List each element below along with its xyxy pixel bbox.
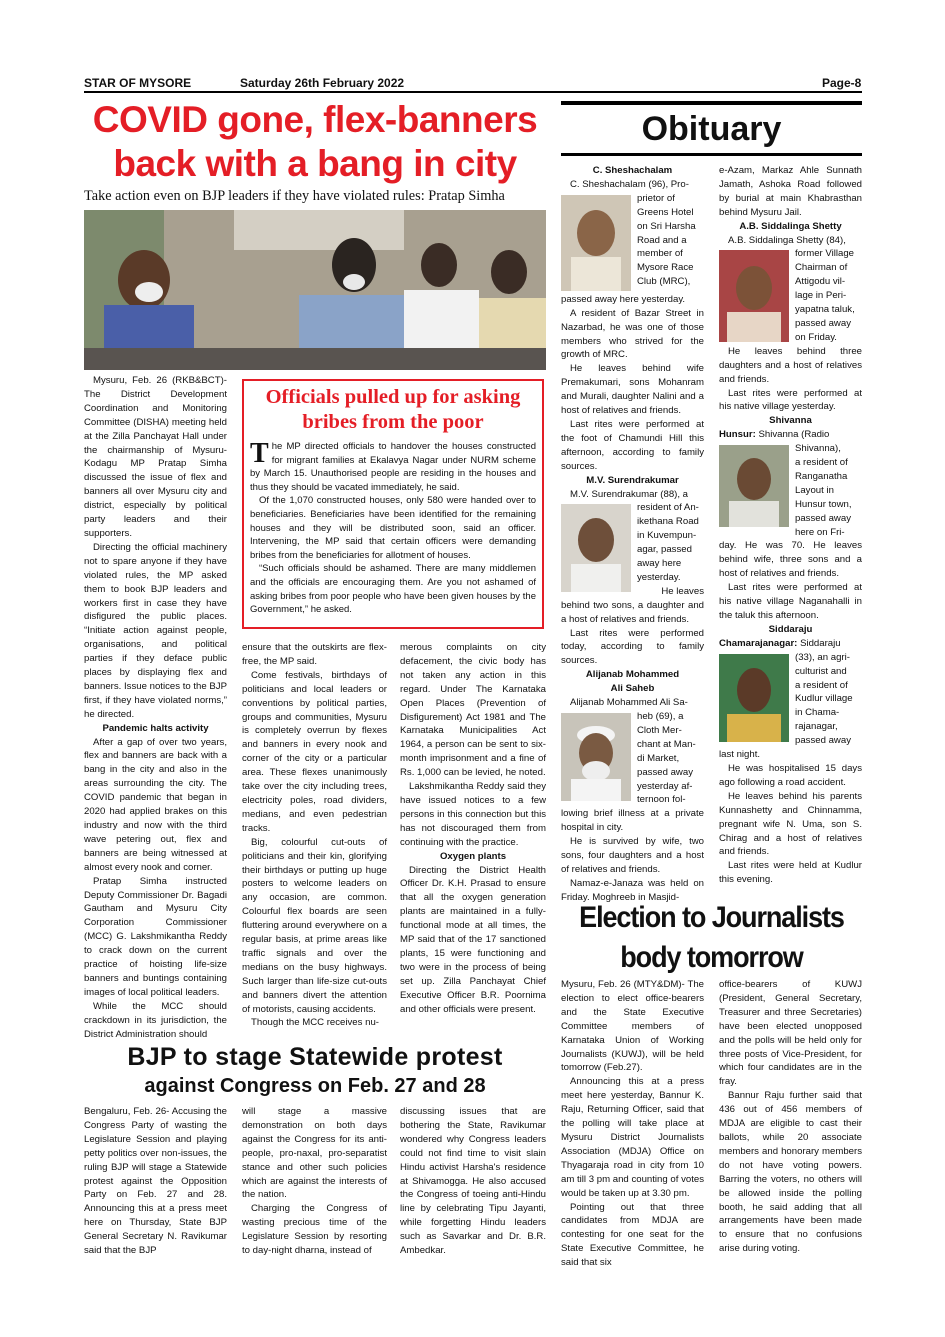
lead-paragraph: Directing the District Health Officer Dr. K.H. Prasad to ensure that all the oxygen generation plants are maintained in a fully-functional mode at all times, the MP said that of the 17 sanctioned plants, 15 were functioning and two were in the process of being set up. Zilla Panchayat Chief Executive Officer B.R. Poornima and other officials were present.: [400, 864, 546, 1015]
obit-line: in Chama-: [795, 707, 840, 719]
journalists-headline-line-2: body tomorrow: [620, 941, 803, 974]
obit-line: here on Fri-: [795, 526, 845, 538]
box-dropcap: T: [250, 438, 269, 469]
lead-paragraph: ensure that the outskirts are flex-free, the MP said.: [242, 642, 387, 667]
obituary-column-1: [561, 164, 704, 905]
obit-text: behind two sons, a daughter and a host of relatives and friends.: [561, 599, 704, 625]
masthead-rule: [84, 91, 862, 93]
obit-line: passed away: [637, 766, 693, 778]
lead-paragraph: While the MCC should crackdown in its jurisdiction, the District Administration should: [84, 1000, 227, 1040]
lead-paragraph: Directing the official machinery not to spare anyone if they have violated rules, the MP asked them to book BJP leaders and workers first in case they have disfigured the public places. “Initiate action against people, organisations, and political parties if they deface public places by displaying flex and banners. Issue notices to the BJP first, if they have violated norms,” he directed.: [84, 541, 227, 720]
portrait-illustration: [719, 654, 789, 742]
obit-line: Hunsur town,: [795, 498, 852, 510]
bjp-headline-line-2: against Congress on Feb. 27 and 28: [144, 1075, 486, 1097]
obit-name: M.V. Surendrakumar: [586, 474, 679, 486]
box-headline: [250, 385, 536, 435]
journalists-paragraph: Announcing this at a press meet here yesterday, Bannur K. Raju, Returning Officer, said that the polling will take place at Mysuru District Journalists Association (MDJA) Office on Thyagaraja road in city from 10 am till 3 pm and counting of votes would be taken up at 3.30 pm.: [561, 1076, 704, 1199]
obit-text: He was hospitalised 15 days ago following a road accident.: [719, 762, 862, 788]
obit-line: ternoon fol-: [637, 794, 686, 806]
obit-line: Greens Hotel: [637, 206, 694, 218]
lead-paragraph: After a gap of over two years, flex and banners are back with a bang in the city and also in the areas surrounding the city. The COVID pandemic that began in 2020 had applied brakes on this industry and now with the third wave petering out, flex and banners are being witnessed at almost every nook and corner.: [84, 736, 227, 873]
obituary-bottom-rule: [561, 153, 862, 156]
bjp-column-1: [84, 1105, 227, 1258]
lead-subhead: Oxygen plants: [439, 850, 507, 862]
siddalinga-photo: [719, 250, 789, 342]
obit-name: Siddaraju: [768, 623, 813, 635]
obit-line: ikethana Road: [637, 516, 699, 528]
lead-column-1: [84, 374, 227, 1042]
obit-line: agar, passed: [637, 544, 692, 556]
obit-line: resident of An-: [637, 502, 699, 514]
bjp-column-3: [400, 1105, 546, 1258]
lead-paragraph: Lakshmikantha Reddy said they have issued notices to a few persons in this connection but this has not discouraged them from continuing with the practice.: [400, 781, 546, 848]
obit-text: A.B. Siddalinga Shetty (84),: [728, 234, 846, 246]
obit-line: culturist and: [795, 665, 847, 677]
lead-paragraph: Big, colourful cut-outs of politicians and their kin, glorifying their birthdays or putting up huge posters to welcome leaders on any occasion, are common. Colourful flex boards are seen fluttering around everywhere on a regular basis, at prime areas like traffic signals and over the medians on the busy highways. Such larger than life-size cut-outs and banners divert the attention of motorists, causing accidents.: [242, 836, 387, 1015]
obit-line: Mysore Race: [637, 262, 694, 274]
obit-text: Last rites were performed today, according to family sources.: [561, 627, 704, 667]
page-number: Page-8: [822, 76, 862, 90]
obit-text: He leaves behind his parents Kunnashetty and Chinnamma, pregnant wife N. Uma, son S. Chirag and a host of relatives and friends.: [719, 790, 862, 858]
box-headline-line-2: bribes from the poor: [302, 411, 484, 433]
portrait-illustration: [561, 504, 631, 592]
obit-line: yapatna taluk,: [795, 304, 855, 316]
obit-line: on Friday.: [795, 331, 837, 343]
obit-text: Shivanna (Radio: [758, 429, 830, 441]
obit-name: Shivanna: [769, 415, 812, 427]
obit-text: He leaves behind three daughters and a host of relatives and friends.: [719, 345, 862, 385]
portrait-illustration: [719, 445, 789, 527]
bjp-paragraph: Charging the Congress of wasting precious time of the Legislature Session by resorting to day-night dharna, instead of: [242, 1203, 387, 1257]
obit-line: yesterday af-: [637, 780, 693, 792]
obit-text: He leaves behind wife Premakumari, sons Mohanram and Murali, daughter Nalini and a host of relatives and friends.: [561, 363, 704, 417]
box-paragraph: he MP directed officials to handover the houses constructed for migrant families at Ekalavya Nagar under NURM scheme by March 15. Unauthorised people are residing in the houses and thus they should be vacated immediately, he said.: [250, 441, 536, 493]
obit-place: Hunsur:: [719, 429, 756, 441]
obit-line: Kudlur village: [795, 693, 853, 705]
journalists-column-2: [719, 978, 862, 1256]
obit-line: di Market,: [637, 752, 680, 764]
obit-line: Chairman of: [795, 262, 848, 274]
lead-paragraph: Mysuru, Feb. 26 (RKB&BCT)- The District Development Coordination and Monitoring Committee (DISHA) meeting held at the Zilla Panchayat Hall under the chairmanship of Mysuru-Kodagu MP Pratap Simha discussed the issue of flex and banners all over Mysuru city and district, especially by political party leaders and their supporters.: [84, 375, 227, 539]
lead-deck: Take action even on BJP leaders if they have violated rules: Pratap Simha: [84, 188, 505, 204]
obit-line: Ranganatha Layout in: [795, 470, 848, 496]
obit-line: lage in Peri-: [795, 290, 847, 302]
lead-paragraph: merous complaints on city defacement, the civic body has not taken any action in this regard. Under The Karnataka Open Places (Prevention of Disfigurement) Act 1981 and The Karnataka Municipalities Act 1964, a person can be sent to six-month imprisonment and a fine of Rs. 1,000 can be levied, he noted.: [400, 642, 546, 779]
lead-column-2: [242, 641, 387, 1030]
box-body: [250, 440, 536, 617]
journalists-paragraph: Bannur Raju further said that 436 out of 456 members of MDJA are eligible to cast their ballots, while 20 associate members and honorary members do not have voting powers. Barring the voters, no others will be allowed inside the polling booth, he said adding that all arrangements have been made to ensure that no confusions arise during voting.: [719, 1090, 862, 1255]
obit-text: M.V. Surendrakumar (88), a: [570, 488, 689, 500]
box-paragraph: “Such officials should be ashamed. There are many middlemen and the officials are encouraging them. Are you not ashamed of asking bribes from poor people who have been given houses by the Government,” he asked.: [250, 563, 536, 616]
obit-text: Last rites were performed at his native village Naganahalli in the taluk this afternoon.: [719, 582, 862, 621]
portrait-illustration: [561, 713, 631, 801]
obit-text: lowing brief illness at a private hospital in city.: [561, 808, 704, 834]
journalists-column-1: [561, 978, 704, 1270]
obit-line: rajanagar,: [795, 721, 838, 733]
portrait-illustration: [719, 250, 789, 342]
obit-text: Last rites were performed at the foot of Chamundi Hill this afternoon, according to family sources.: [561, 418, 704, 472]
portrait-illustration: [561, 195, 631, 291]
shivanna-photo: [719, 445, 789, 527]
siddaraju-photo: [719, 654, 789, 742]
disha-meeting-photo: [84, 210, 546, 370]
bjp-paragraph: will stage a massive demonstration on both days against the Congress for its anti-people, pro-naxal, pro-separatist stance and other such policies which are against the interests of the nation.: [242, 1106, 387, 1201]
paper-name: STAR OF MYSORE: [84, 76, 192, 90]
lead-paragraph: Pratap Simha instructed Deputy Commissioner Dr. Bagadi Gautham and Mysuru City Corporation Commissioner (MCC) G. Lakshmikantha Reddy to crack down on the current practice of hoisting life-size banners and buntings containing images of local political leaders.: [84, 875, 227, 998]
obit-text: He is survived by wife, two sons, four daughters and a host of relatives and friends.: [561, 836, 704, 875]
bjp-headline: [84, 1042, 546, 1099]
obit-text: Last rites were held at Kudlur this evening.: [719, 860, 862, 886]
obit-text: day. He was 70. He leaves behind wife, three sons and a host of relatives and friends.: [719, 540, 862, 580]
officials-bribe-box: [242, 379, 544, 629]
journalists-paragraph: Mysuru, Feb. 26 (MTY&DM)- The election to elect office-bearers and the State Executive Committee members of Karnataka Union of Working Journalists (KUWJ), will be held tomorrow (Feb.27).: [561, 979, 704, 1074]
obit-line: passed away: [795, 512, 851, 524]
lead-paragraph: Though the MCC receives nu-: [251, 1017, 379, 1029]
obit-line: former Village: [795, 248, 855, 260]
journalists-headline: [576, 898, 847, 978]
obit-name: Alijanab Mohammed: [585, 669, 680, 681]
meeting-photo-illustration: [84, 210, 546, 370]
journalists-headline-line-1: Election to Journalists: [579, 901, 844, 934]
alijanab-photo: [561, 713, 631, 801]
journalists-paragraph: Pointing out that three candidates from MDJA are contesting for one seat for the State Executive Committee, he said that six: [561, 1201, 704, 1269]
obit-line: Club (MRC),: [637, 276, 691, 288]
box-headline-line-1: Officials pulled up for asking: [265, 386, 521, 408]
obit-line: chant at Man-: [637, 738, 696, 750]
obit-line: on Sri Harsha: [637, 220, 696, 232]
obit-name: A.B. Siddalinga Shetty: [739, 220, 842, 232]
bjp-paragraph: discussing issues that are bothering the State, Ravikumar wondered why Congress leaders could not find time to visit slain Hindu activist Harsha's residence at Shivamogga. He also accused the Congress of toeing anti-Hindu line by celebrating Tipu Jayanti, while forgetting Hindu leaders such as Savarkar and Dr. B.R. Ambedkar.: [400, 1106, 546, 1257]
obit-text: last night.: [719, 749, 761, 761]
obit-line: away here: [637, 558, 682, 570]
obit-text: Alijanab Mohammed Ali Sa-: [570, 697, 688, 709]
surendrakumar-photo: [561, 504, 631, 592]
obit-text: Last rites were performed at his native village yesterday.: [719, 387, 862, 413]
journalists-paragraph: office-bearers of KUWJ (President, General Secretary, Treasurer and three Secretaries) have been elected unopposed and the polls will be held only for three posts of Vice-President, for which four candidates are in the fray.: [719, 979, 862, 1088]
issue-date: Saturday 26th February 2022: [240, 76, 405, 90]
obit-line: Cloth Mer-: [637, 724, 682, 736]
obit-text: Siddaraju: [800, 637, 841, 649]
obit-line: passed away: [795, 317, 851, 329]
obit-text: passed away here yesterday.: [561, 293, 686, 305]
lead-column-3: [400, 641, 546, 1016]
obit-line: prietor of: [637, 192, 675, 204]
lead-headline-line-1: COVID gone, flex-banners: [92, 99, 538, 140]
lead-subhead: Pandemic halts activity: [102, 722, 209, 734]
obit-line: in Kuvempun-: [637, 530, 697, 542]
obit-name: C. Sheshachalam: [592, 165, 673, 176]
obituary-top-rule: [561, 101, 862, 105]
obit-place: Chamarajanagar:: [719, 637, 798, 649]
lead-headline-line-2: back with a bang in city: [113, 143, 517, 184]
obit-line: He leaves: [661, 585, 704, 597]
obit-line: Attigodu vil-: [795, 276, 846, 288]
bjp-paragraph: Bengaluru, Feb. 26- Accusing the Congress Party of wasting the Legislature Session and playing petty politics over non-issues, the ruling BJP will stage a Statewide protest against the Opposition Party on Feb. 27 and 28. Announcing this at a press meet here on Thursday, State BJP General Secretary N. Ravikumar said that the BJP: [84, 1106, 227, 1257]
obit-name: Ali Saheb: [610, 683, 655, 695]
obit-line: Shivanna),: [795, 443, 841, 455]
obit-line: Road and a: [637, 234, 687, 246]
lead-paragraph: Come festivals, birthdays of politicians and local leaders or conventions by political parties, groups and communities, Mysuru is completely overrun by flexes and banners in every nook and corner of the city or a particular area. These flexes unanimously take over the city including trees, electricity poles, road dividers, medians, and even pedestrian tracks.: [242, 669, 387, 834]
obit-text: C. Sheshachalam (96), Pro-: [570, 178, 689, 190]
sheshachalam-photo: [561, 195, 631, 291]
box-paragraph: Of the 1,070 constructed houses, only 580 were handed over to beneficiaries. Beneficiaries have been identified for the remaining houses and they will be distributed soon, said an officer. Intervening, the MP said that certain officers were demanding bribes from the beneficiaries for allotment of houses.: [250, 495, 536, 561]
obit-line: (33), an agri-: [795, 651, 850, 663]
obit-text: Namaz-e-Janaza was held on Friday. Moghreeb in Masjid-: [561, 877, 704, 903]
obit-text: e-Azam, Markaz Ahle Sunnath Jamath, Ashoka Road followed by burial at main Khabrasthan behind Mysuru Jail.: [719, 165, 862, 218]
bjp-column-2: [242, 1105, 387, 1258]
obit-line: yesterday.: [637, 571, 681, 583]
bjp-headline-line-1: BJP to stage Statewide protest: [127, 1043, 503, 1071]
lead-headline: [84, 98, 546, 186]
obit-line: heb (69), a: [637, 711, 684, 722]
obituary-column-2: [719, 164, 862, 887]
obit-text: A resident of Bazar Street in Nazarbad, he was one of those members who strived for the growth of MRC.: [561, 307, 704, 361]
obit-line: a resident of: [795, 679, 848, 691]
obit-line: a resident of: [795, 457, 848, 469]
obit-line: passed away: [795, 735, 851, 747]
obit-line: member of: [637, 248, 683, 260]
obituary-title: Obituary: [641, 110, 782, 148]
